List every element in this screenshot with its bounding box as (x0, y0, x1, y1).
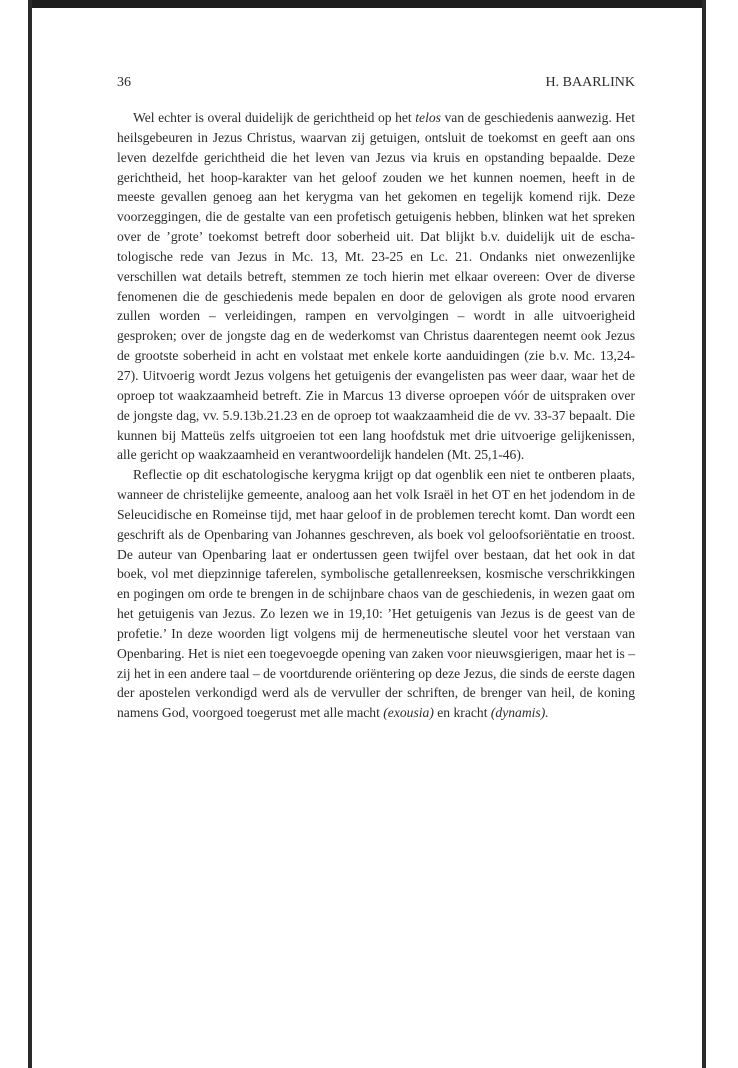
paragraph-2-italic-exousia: (exousia) (383, 705, 434, 721)
page-number: 36 (117, 75, 131, 90)
paragraph-2-text-b: en kracht (433, 705, 491, 721)
paragraph-1 (117, 108, 635, 465)
scan-edge-left (28, 0, 32, 1068)
paragraph-1-italic-telos: telos (415, 110, 441, 125)
paragraph-1-text-b: van de geschiedenis aanwezig. Het heilsgebeuren in Jezus Christus, waarvan zij getuigen, ontsluit de toekomst en geeft aan ons leven dezelfde gerichtheid die het leven van Jezus via kruis en opstanding bepaalde. Deze gerichtheid, het hoop-karakter van het geloof zouden we het kunnen noemen, heeft in de meeste gevallen genoeg aan het kerygma van het gekomen en tegelijk komend rijk. Deze voorzeggingen, die de gestalte van een profetisch getuigenis hebben, blinken wat het spreken over de ’grote’ toekomst betreft door soberheid uit. Dat blijkt b.v. duidelijk uit de eschatologische rede van Jezus in Mc. 13, Mt. 23-25 en Lc. 21. Ondanks niet onwezenlijke verschillen wat details betreft, stemmen ze toch hierin met elkaar overeen: Over de diverse fenomenen die de geschiedenis mede bepalen en door de gelovigen als grote nood ervaren zullen worden – verleidingen, rampen en vervolgingen – wordt in alle uitvoerigheid gesproken; over de jongste dag en de wederkomst van Christus daarentegen neemt ook Jezus de grootste soberheid in acht en volstaat met enkele korte aanduidingen (zie b.v. Mc. 13,24-27). Uitvoerig wordt Jezus volgens het getuigenis der evangelisten pas weer daar, waar het de oproep tot waakzaamheid betreft. Zie in Marcus 13 diverse oproepen vóór de uitspraken over de jongste dag, vv. 5.9.13b.21.23 en de oproep tot waakzaamheid die de vv. 33-37 bepaalt. Die kunnen bij Matteüs zelfs uitgroeien tot een lang hoofdstuk met drie uitvoerige gelijkenissen, alle gericht op waakzaamheid en verantwoordelijk handelen (Mt. 25,1-46). (117, 110, 635, 463)
paragraph-2 (117, 465, 635, 723)
body-text (117, 108, 635, 723)
paragraph-1-text-a: Wel echter is overal duidelijk de gerichtheid op het (133, 110, 416, 125)
scan-edge-right (702, 0, 706, 1068)
scan-edge-top (28, 0, 706, 8)
running-head-author: H. BAARLINK (545, 75, 635, 90)
running-header (117, 75, 635, 91)
paragraph-2-italic-dynamis: (dynamis). (490, 705, 549, 721)
paragraph-2-text-a: Reflectie op dit eschatologische kerygma krijgt op dat ogenblik een niet te ontberen plaats, wanneer de christelijke gemeente, analoog aan het volk Israël in het OT en het jodendom in de Seleucidische en Romeinse tijd, met haar geloof in de problemen terecht komt. Dan wordt een geschrift als de Openbaring van Johannes geschreven, als boek vol geloofsoriëntatie en troost. De auteur van Openbaring laat er ondertussen geen twijfel over bestaan, dat het ook in dat boek, vol met diepzinnige taferelen, symbolische getallenreeksen, kosmische verschrikkingen en pogingen om orde te brengen in de schijnbare chaos van de geschiedenis, in wezen gaat om het getuigenis van Jezus. Zo lezen we in 19,10: ’Het getuigenis van Jezus is de geest van de profetie.’ In deze woorden ligt volgens mij de hermeneutische sleutel voor het verstaan van Openbaring. Het is niet een toegevoegde opening van zaken voor nieuwsgierigen, maar het is – zij het in een andere taal – de voortdurende oriëntering op deze Jezus, die sinds de eerste dagen der apostelen verkondigd werd als de vervuller der schriften, de brenger van heil, de koning namens God, voorgoed toegerust met alle macht (117, 467, 635, 721)
